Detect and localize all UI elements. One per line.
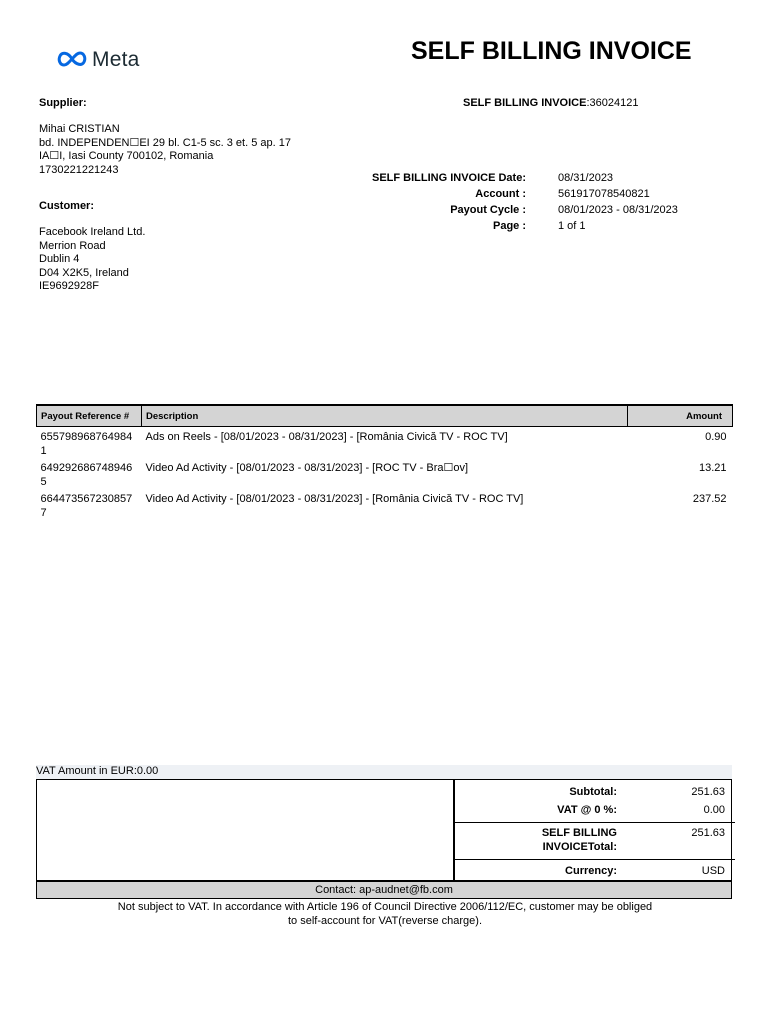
account-value: 561917078540821 — [558, 188, 650, 200]
payout-reference-cell: 6644735672308577 — [40, 493, 133, 519]
invoice-date-value: 08/31/2023 — [558, 172, 614, 184]
vat-note-line: Not subject to VAT. In accordance with Article 196 of Council Directive 2006/112/EC, customer may be obliged — [117, 901, 653, 913]
account-row — [340, 188, 740, 202]
column-header-description: Description — [142, 405, 628, 427]
customer-address — [39, 226, 145, 294]
payout-reference-cell: 6492926867489465 — [40, 462, 133, 488]
customer-line: Dublin 4 — [39, 253, 80, 265]
amount-cell: 0.90 — [705, 431, 727, 443]
total-label-line-2: INVOICETotal: — [542, 840, 617, 853]
table-header-row — [37, 405, 733, 427]
subtotal-label: Subtotal: — [569, 786, 617, 798]
subtotal-value: 251.63 — [691, 786, 725, 798]
supplier-heading: Supplier: — [39, 97, 87, 109]
total-label — [542, 827, 617, 854]
currency-label: Currency: — [565, 865, 617, 877]
divider — [455, 859, 735, 860]
table-row — [37, 458, 733, 489]
meta-logo — [56, 46, 140, 74]
divider — [455, 822, 735, 823]
totals-panel — [453, 780, 735, 880]
column-header-amount: Amount — [628, 405, 733, 427]
amount-cell: 13.21 — [698, 462, 727, 474]
line-items-table — [36, 404, 733, 520]
document-title: SELF BILLING INVOICE — [411, 37, 692, 65]
supplier-line: Mihai CRISTIAN — [39, 123, 120, 135]
contact-bar: Contact: ap-audnet@fb.com — [36, 881, 732, 899]
customer-line: D04 X2K5, Ireland — [39, 266, 129, 279]
vat-note — [90, 901, 680, 928]
supplier-line: bd. INDEPENDEN☐EI 29 bl. C1-5 sc. 3 et. 5 ap. 17 — [39, 136, 291, 149]
meta-wordmark: Meta — [92, 48, 140, 71]
payout-cycle-value: 08/01/2023 - 08/31/2023 — [558, 204, 678, 216]
vat-note-line: to self-account for VAT(reverse charge). — [288, 914, 482, 927]
customer-line: IE9692928F — [39, 280, 99, 292]
account-label: Account : — [475, 188, 526, 200]
supplier-line: 1730221221243 — [39, 163, 119, 176]
description-cell: Ads on Reels - [08/01/2023 - 08/31/2023] - [România Civică TV - ROC TV] — [145, 431, 508, 443]
invoice-date-row — [340, 172, 740, 186]
total-value: 251.63 — [691, 827, 725, 839]
table-row — [37, 427, 733, 459]
invoice-number-label: SELF BILLING INVOICE — [463, 97, 587, 109]
invoice-number-value: :36024121 — [586, 97, 639, 109]
column-header-payout-reference: Payout Reference # — [37, 405, 142, 427]
payout-cycle-row — [340, 204, 740, 218]
page-row — [340, 220, 740, 234]
description-cell: Video Ad Activity - [08/01/2023 - 08/31/2023] - [ROC TV - Bra☐ov] — [145, 462, 469, 474]
invoice-number — [463, 97, 638, 111]
customer-line: Facebook Ireland Ltd. — [39, 226, 146, 238]
vat-label: VAT @ 0 %: — [557, 804, 617, 816]
payout-reference-cell: 6557989687649841 — [40, 431, 133, 457]
page-value: 1 of 1 — [558, 220, 586, 232]
meta-infinity-icon — [56, 50, 88, 71]
page-label: Page : — [492, 220, 526, 232]
currency-value: USD — [701, 865, 725, 877]
supplier-address — [39, 123, 291, 177]
summary-box — [36, 779, 732, 881]
total-label-line-1: SELF BILLING — [541, 827, 617, 839]
amount-cell: 237.52 — [692, 493, 727, 505]
invoice-date-label: SELF BILLING INVOICE Date: — [371, 172, 526, 184]
customer-heading: Customer: — [39, 200, 95, 212]
supplier-line: IA☐I, Iasi County 700102, Romania — [39, 150, 214, 162]
payout-cycle-label: Payout Cycle : — [450, 204, 526, 216]
vat-value: 0.00 — [703, 804, 725, 816]
table-row — [37, 489, 733, 520]
description-cell: Video Ad Activity - [08/01/2023 - 08/31/2023] - [România Civică TV - ROC TV] — [145, 493, 524, 505]
vat-amount-eur: VAT Amount in EUR:0.00 — [36, 765, 732, 779]
customer-line: Merrion Road — [39, 239, 106, 252]
